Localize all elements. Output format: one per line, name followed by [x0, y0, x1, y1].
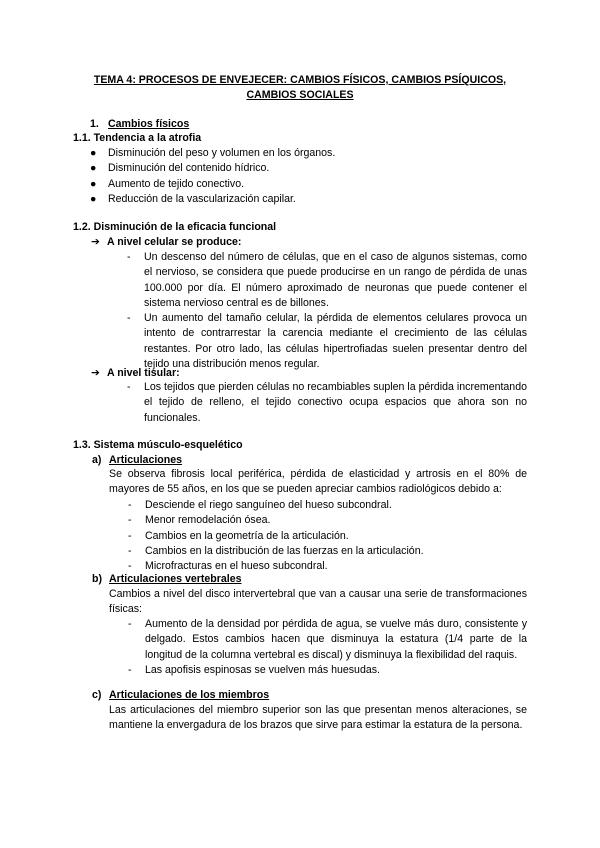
bullet-icon: ● — [90, 147, 97, 159]
list-item: ● Disminución del contenido hídrico. — [88, 161, 335, 176]
dash-icon: - — [128, 560, 132, 573]
list-item: - Cambios en la distribución de las fuerzas en la articulación. — [145, 544, 527, 559]
nivel-tisular-heading: ➔ A nivel tisular: — [91, 366, 180, 381]
arrow-icon: ➔ — [91, 236, 100, 248]
bullet-icon: ● — [90, 177, 97, 190]
bullet-icon: ● — [90, 162, 97, 175]
arrow-icon: ➔ — [91, 367, 100, 379]
list-item: - Cambios en la geometría de la articulación. — [145, 529, 527, 544]
list-item: ● Disminución del peso y volumen en los órganos. — [88, 146, 335, 161]
list-item: - Un aumento del tamaño celular, la pérdida de elementos celulares provoca un intento de contrarrestar la carencia mediante el crecimiento de las células restantes. Por otro lado, las células hipertrofiadas suelen presentar dentro del tejido una distribución menos regular. — [127, 312, 527, 371]
bullet-icon: ● — [90, 192, 97, 205]
articulaciones-text: Se observa fibrosis local periférica, pérdida de elasticidad y artrosis en el 80% de mayores de 55 años, en los que se pueden apreciar cambios radiológicos debido a: — [109, 468, 527, 496]
list-item: - Microfracturas en el hueso subcondral. — [145, 559, 527, 574]
nivel-tisular-list — [127, 380, 527, 426]
dash-icon: - — [127, 381, 131, 393]
nivel-celular-heading: ➔ A nivel celular se produce: — [91, 235, 241, 250]
section-1-2-heading: 1.2. Disminución de la eficacia funcional — [73, 221, 277, 233]
section-1-1-heading: 1.1. Tendencia a la atrofia — [73, 132, 202, 144]
list-item: - Los tejidos que pierden células no recambiables suplen la pérdida incrementando el tejido de relleno, el tejido conectivo ocupa espacios que ahora son no funcionales. — [127, 381, 527, 424]
articulaciones-vertebrales-heading: b) Articulaciones vertebrales — [92, 573, 242, 585]
dash-icon: - — [128, 499, 132, 511]
dash-icon: - — [128, 663, 132, 676]
dash-icon: - — [127, 251, 131, 263]
articulaciones-vertebrales-text: Cambios a nivel del disco intervertebral que van a causar una serie de transformaciones físicas: — [109, 588, 527, 616]
section-1-number: 1. — [90, 118, 99, 130]
list-item: - Desciende el riego sanguíneo del hueso subcondral. — [145, 498, 527, 513]
list-item: - Las apofisis espinosas se vuelven más huesudas. — [145, 663, 527, 678]
dash-icon: - — [128, 529, 132, 542]
dash-icon: - — [128, 618, 132, 630]
list-item: - Menor remodelación ósea. — [145, 513, 527, 528]
section-1-heading — [90, 117, 189, 132]
articulaciones-list — [128, 498, 527, 574]
document-title: TEMA 4: PROCESOS DE ENVEJECER: CAMBIOS FÍSICOS, CAMBIOS PSÍQUICOS, CAMBIOS SOCIALES — [93, 74, 507, 101]
section-1-label: Cambios físicos — [108, 118, 190, 130]
articulaciones-heading: a) Articulaciones — [92, 454, 183, 466]
dash-icon: - — [127, 312, 131, 325]
list-item: - Un descenso del número de células, que en el caso de algunos sistemas, como el nervioso, se considera que puede producirse en un rango de pérdida de unas 100.000 por día. El número aproximado de neuronas que puede contener el sistema nervioso central es de billones. — [127, 251, 527, 309]
list-item: - Aumento de la densidad por pérdida de agua, se vuelve más duro, consistente y delgado. Estos cambios hacen que disminuya la estatura (1/4 parte de la longitud de la columna vertebral es discal) y disminuya la flexibilidad del raquis. — [128, 618, 527, 661]
nivel-celular-list — [127, 250, 527, 372]
list-item: ● Reducción de la vascularización capilar. — [88, 192, 335, 207]
dash-icon: - — [128, 514, 132, 527]
articulaciones-vertebrales-list — [128, 617, 527, 678]
list-item: ● Aumento de tejido conectivo. — [88, 177, 335, 192]
section-1-3-heading: 1.3. Sistema músculo-esquelético — [73, 439, 243, 451]
dash-icon: - — [128, 544, 132, 557]
atrofia-list — [88, 146, 335, 207]
articulaciones-miembros-text: Las articulaciones del miembro superior son las que presentan menos alteraciones, se mantiene la envergadura de los brazos que sirve para estimar la estatura de la persona. — [109, 704, 527, 732]
articulaciones-miembros-heading: c) Articulaciones de los miembros — [92, 689, 270, 701]
